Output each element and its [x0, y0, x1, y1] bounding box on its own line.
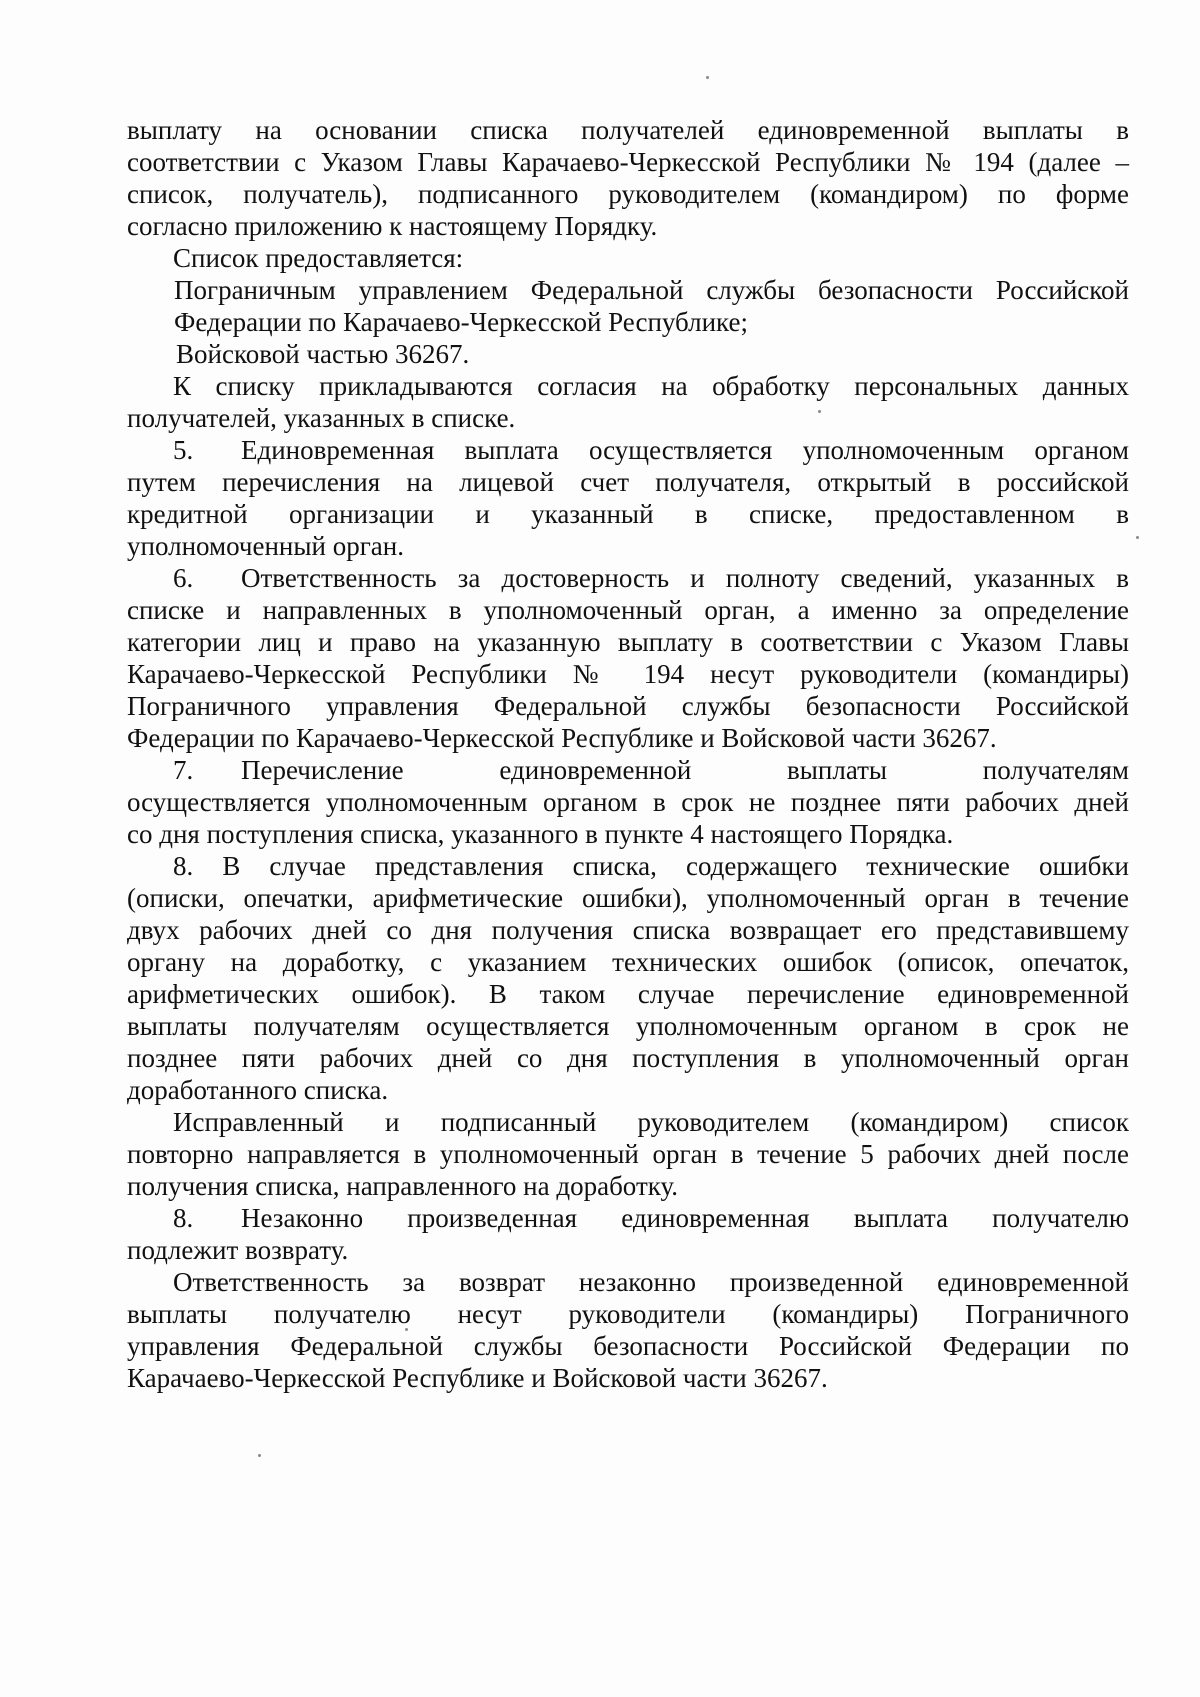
text-line: выплаты получателю несут руководители (командиры) Пограничного — [127, 1299, 1129, 1329]
clause-number: 5. — [173, 435, 194, 465]
text-line: Список предоставляется: — [173, 243, 464, 273]
paragraph-return-responsibility — [127, 1266, 1129, 1394]
text-line: путем перечисления на лицевой счет получателя, открытый в российской — [127, 467, 1129, 497]
paragraph-intro — [127, 114, 1129, 242]
clause-first-line — [127, 562, 1129, 594]
text-line: Федерации по Карачаево-Черкесской Республике и Войсковой части 36267. — [127, 723, 997, 753]
text-line: Исправленный и подписанный руководителем (командиром) список — [173, 1107, 1129, 1137]
paragraph-list-intro — [127, 242, 1129, 274]
text-line: повторно направляется в уполномоченный орган в течение 5 рабочих дней после — [127, 1139, 1129, 1169]
scan-speck — [1136, 536, 1139, 539]
clause-first-line — [127, 1202, 1129, 1234]
text-line: Федерации по Карачаево-Черкесской Республике; — [174, 307, 748, 337]
text-line: выплату на основании списка получателей единовременной выплаты в — [127, 115, 1129, 145]
text-line: Незаконно произведенная единовременная выплата получателю — [241, 1203, 1129, 1233]
clause-6 — [127, 562, 1129, 754]
clause-first-line — [127, 434, 1129, 466]
text-line: осуществляется уполномоченным органом в срок не позднее пяти рабочих дней — [127, 787, 1129, 817]
text-line: управления Федеральной службы безопасности Российской Федерации по — [127, 1331, 1129, 1361]
text-line: уполномоченный орган. — [127, 531, 404, 561]
text-line: получения списка, направленного на доработку. — [127, 1171, 679, 1201]
clause-number: 6. — [173, 563, 194, 593]
text-line: Единовременная выплата осуществляется уполномоченным органом — [241, 435, 1129, 465]
text-line: позднее пяти рабочих дней со дня поступления в уполномоченный орган — [127, 1043, 1129, 1073]
scan-speck — [258, 1454, 261, 1457]
clause-5 — [127, 434, 1129, 562]
text-line: выплаты получателям осуществляется уполномоченным органом в срок не — [127, 1011, 1129, 1041]
text-line: соответствии с Указом Главы Карачаево-Черкесской Республики № 194 (далее – — [127, 147, 1129, 177]
text-line: категории лиц и право на указанную выплату в соответствии с Указом Главы — [127, 627, 1129, 657]
text-line: списке и направленных в уполномоченный орган, а именно за определение — [127, 595, 1129, 625]
text-line: Войсковой частью 36267. — [176, 339, 470, 369]
scan-speck — [706, 76, 709, 79]
text-line: со дня поступления списка, указанного в пункте 4 настоящего Порядка. — [127, 819, 954, 849]
text-line: (описки, опечатки, арифметические ошибки), уполномоченный орган в течение — [127, 883, 1129, 913]
text-line: Ответственность за возврат незаконно произведенной единовременной — [173, 1267, 1129, 1297]
text-line: К списку прикладываются согласия на обработку персональных данных — [173, 371, 1129, 401]
text-line: 8. В случае представления списка, содержащего технические ошибки — [173, 851, 1129, 881]
text-line: получателей, указанных в списке. — [127, 403, 516, 433]
text-line: Пограничным управлением Федеральной службы безопасности Российской — [174, 275, 1129, 305]
list-item-military-unit — [127, 338, 1129, 370]
text-line: Ответственность за достоверность и полноту сведений, указанных в — [241, 563, 1129, 593]
paragraph-consent — [127, 370, 1129, 434]
text-line: Перечисление единовременной выплаты получателям — [241, 755, 1129, 785]
paragraph-corrected-list — [127, 1106, 1129, 1202]
clause-number: 7. — [173, 755, 194, 785]
text-line: Карачаево-Черкесской Республики № 194 несут руководители (командиры) — [127, 659, 1129, 689]
text-line: арифметических ошибок). В таком случае перечисление единовременной — [127, 979, 1129, 1009]
text-line: доработанного списка. — [127, 1075, 389, 1105]
text-line: подлежит возврату. — [127, 1235, 349, 1265]
text-line: Карачаево-Черкесской Республике и Войсковой части 36267. — [127, 1363, 828, 1393]
clause-8-technical-errors — [127, 850, 1129, 1106]
text-line: органу на доработку, с указанием технических ошибок (описок, опечаток, — [127, 947, 1129, 977]
list-item-border-directorate — [127, 274, 1129, 338]
text-line: Пограничного управления Федеральной службы безопасности Российской — [127, 691, 1129, 721]
text-line: согласно приложению к настоящему Порядку. — [127, 211, 658, 241]
clause-8-unlawful-payment — [127, 1202, 1129, 1266]
clause-7 — [127, 754, 1129, 850]
document-body — [127, 114, 1129, 1394]
text-line: список, получатель), подписанного руководителем (командиром) по форме — [127, 179, 1129, 209]
clause-first-line — [127, 754, 1129, 786]
text-line: двух рабочих дней со дня получения списка возвращает его представившему — [127, 915, 1129, 945]
text-line: кредитной организации и указанный в списке, предоставленном в — [127, 499, 1129, 529]
clause-number: 8. — [173, 1203, 194, 1233]
